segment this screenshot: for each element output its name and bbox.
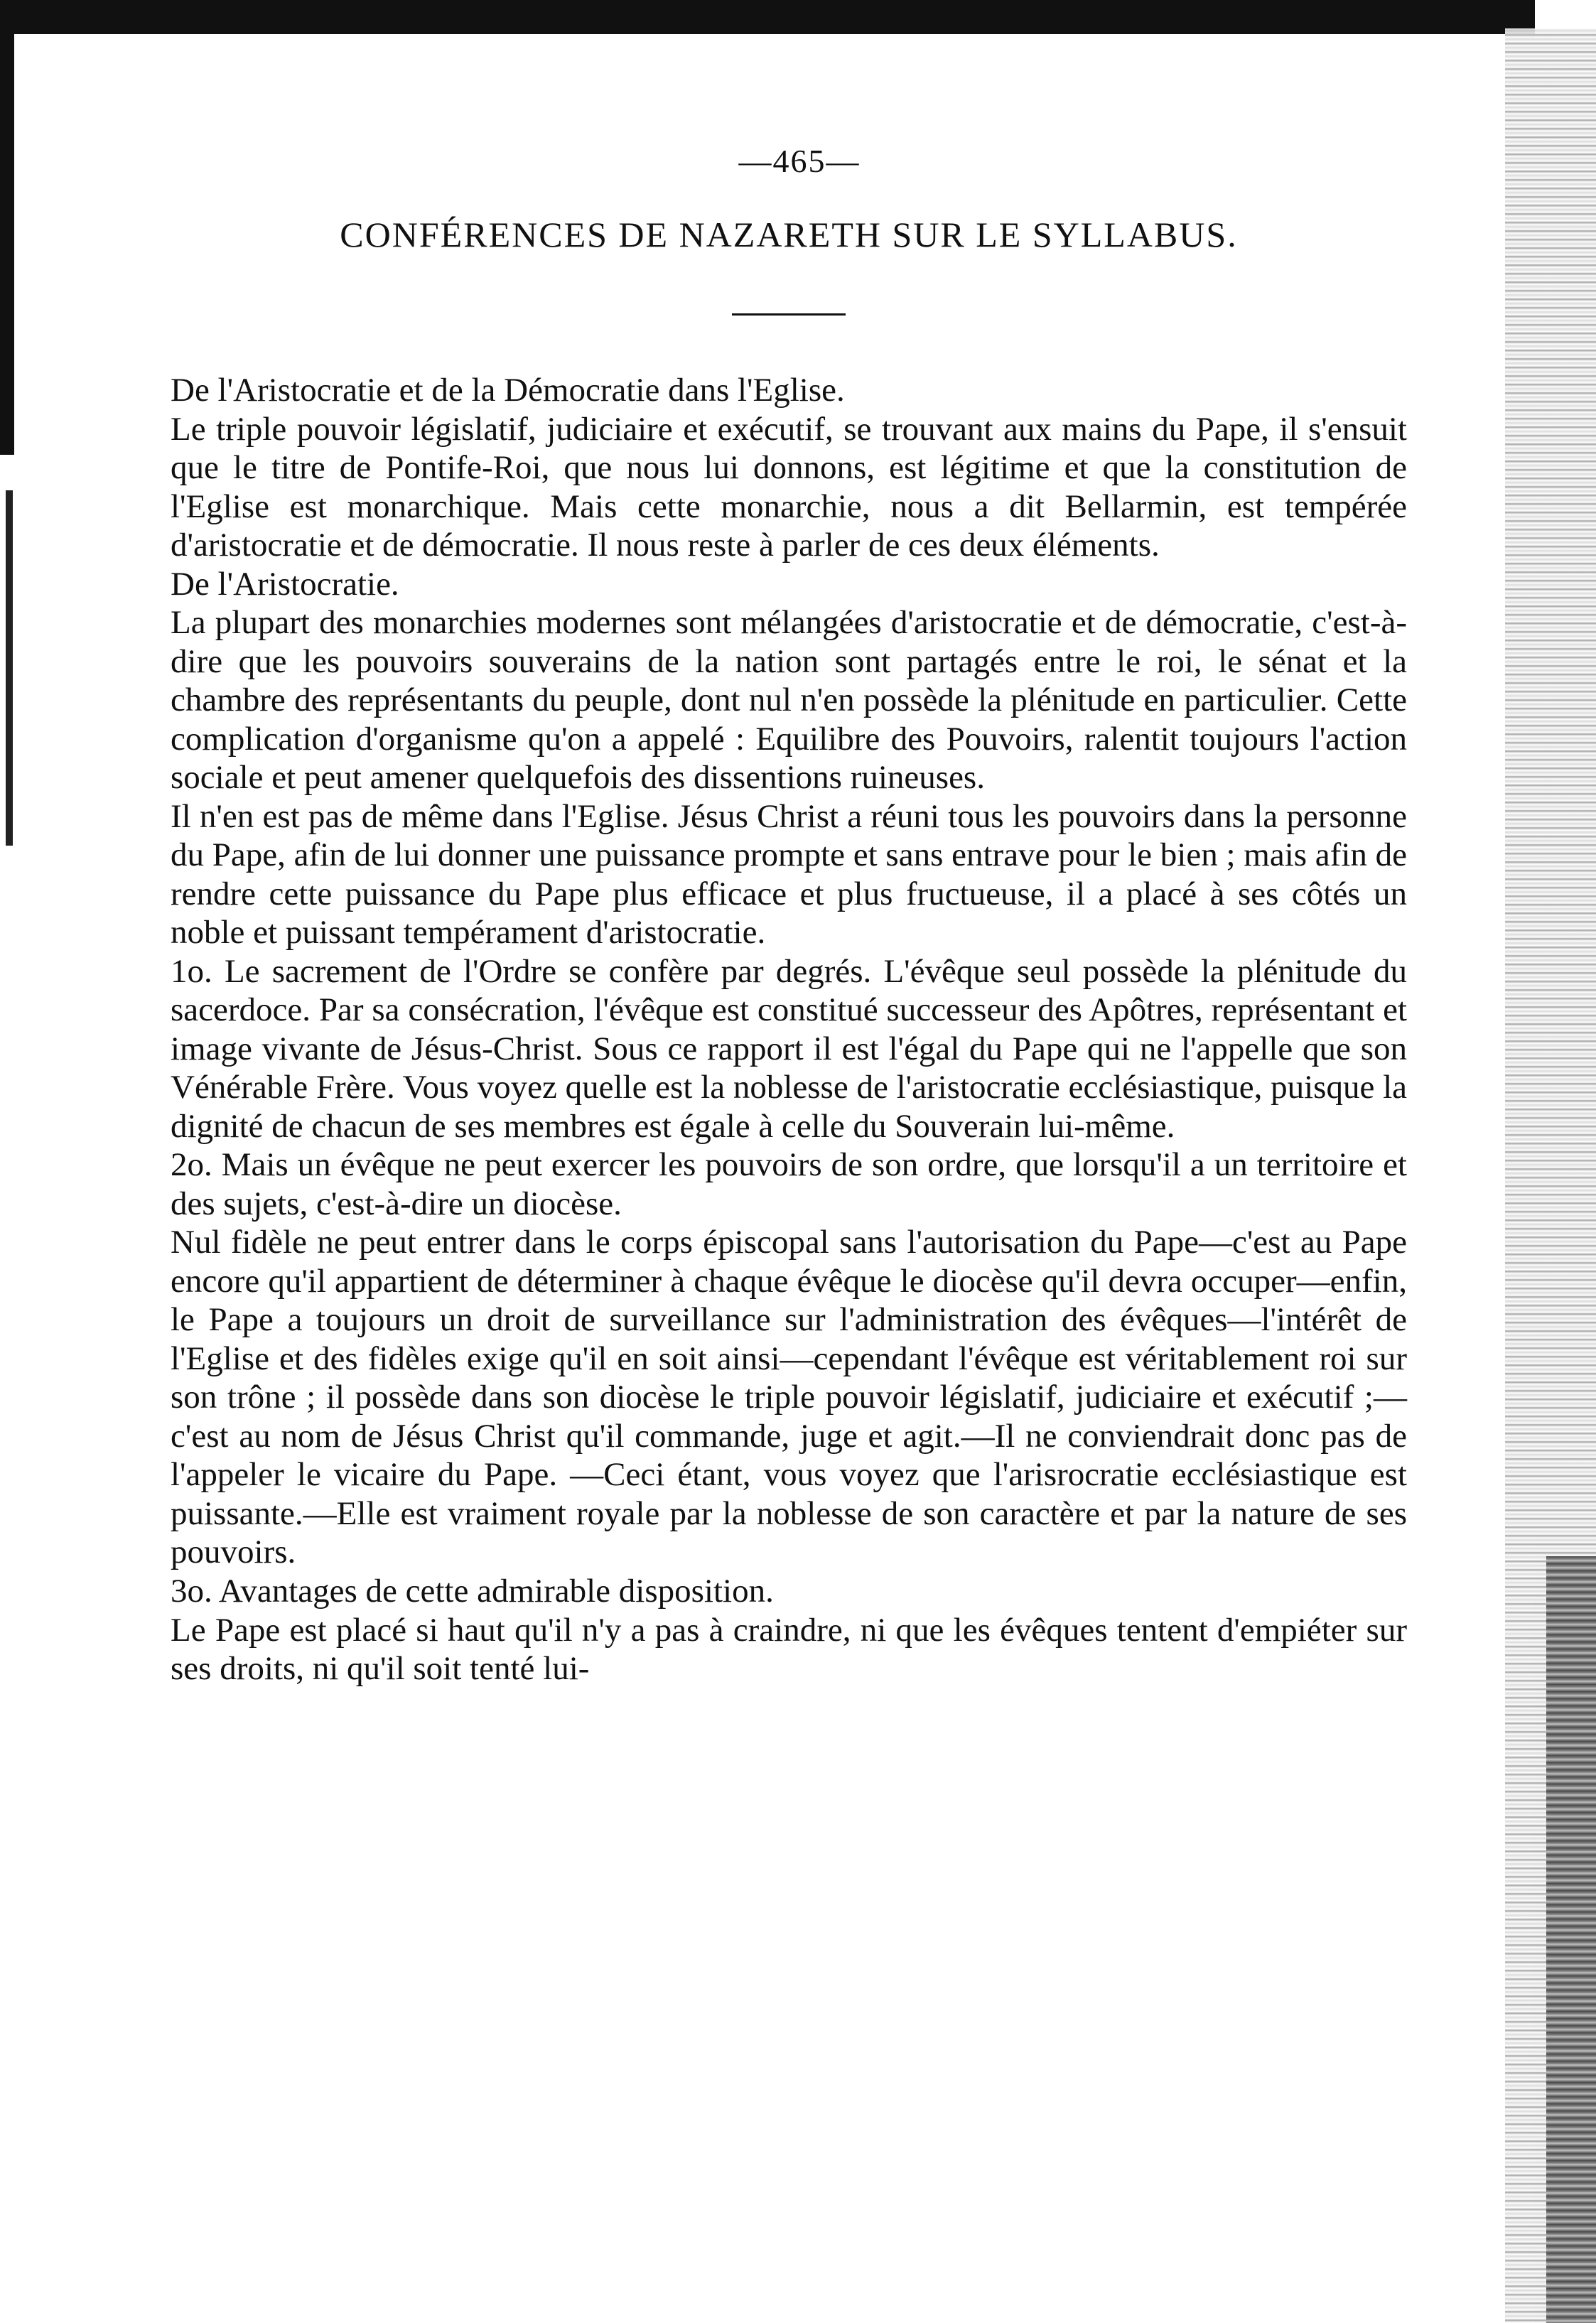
paragraph: 3o. Avantages de cette admirable disposition. — [171, 1572, 774, 1610]
paragraph: Nul fidèle ne peut entrer dans le corps épiscopal sans l'autorisation du Pape—c'est au Pape encore qu'il appartient de déterminer à chaque évêque le diocèse qu'il devra occuper—enfin, le Pape a toujours un droit de surveillance sur l'administration des évêques—l'intérêt de l'Eglise et des fidèles exige qu'il en soit ainsi—cependant l'évêque est véritablement roi sur son trône ; il possède dans son diocèse le triple pouvoir législatif, judiciaire et exécutif ;—c'est au nom de Jésus Christ qu'il commande, juge et agit.—Il ne conviendrait donc pas de l'appeler le vicaire du Pape. —Ceci étant, vous voyez que l'arisrocratie ecclésiastique est puissante.—Elle est vraiment royale par la noblesse de son caractère et par la nature de ses pouvoirs. — [171, 1224, 1407, 1571]
page-content — [171, 142, 1407, 1688]
page-title: CONFÉRENCES DE NAZARETH SUR LE SYLLABUS. — [340, 215, 1238, 254]
paragraph: 2o. Mais un évêque ne peut exercer les pouvoirs de son ordre, que lorsqu'il a un territoire et des sujets, c'est-à-dire un diocèse. — [171, 1146, 1407, 1222]
paragraph: De l'Aristocratie. — [171, 565, 399, 603]
paragraph: Le Pape est placé si haut qu'il n'y a pas à craindre, ni que les évêques tentent d'empiéter sur ses droits, ni qu'il soit tenté lui- — [171, 1611, 1407, 1688]
paragraph: De l'Aristocratie et de la Démocratie dans l'Eglise. — [171, 372, 845, 409]
scan-border-left-lower — [6, 490, 13, 846]
paragraph: 1o. Le sacrement de l'Ordre se confère par degrés. L'évêque seul possède la plénitude du sacerdoce. Par sa consécration, l'évêque est constitué successeur des Apôtres, représentant et image vivante de Jésus-Christ. Sous ce rapport il est l'égal du Pape qui ne l'appelle que son Vénérable Frère. Vous voyez quelle est la noblesse de l'aristocratie ecclésiastique, puisque la dignité de chacun de ses membres est égale à celle du Souverain lui-même. — [171, 952, 1407, 1145]
page-number: —465— — [738, 143, 861, 179]
paragraph: Le triple pouvoir législatif, judiciaire et exécutif, se trouvant aux mains du Pape, il s'ensuit que le titre de Pontife-Roi, que nous lui donnons, est légitime et que la constitution de l'Eglise est monarchique. Mais cette monarchie, nous a dit Bellarmin, est tempérée d'aristocratie et de démocratie. Il nous reste à parler de ces deux éléments. — [171, 410, 1407, 564]
paragraph: La plupart des monarchies modernes sont mélangées d'aristocratie et de démocratie, c'est-à-dire que les pouvoirs souverains de la nation sont partagés entre le roi, le sénat et la chambre des représentants du peuple, dont nul n'en possède la plénitude en particulier. Cette complication d'organisme qu'on a appelé : Equilibre des Pouvoirs, ralentit toujours l'action sociale et peut amener quelquefois des dissentions ruineuses. — [171, 604, 1407, 797]
scan-border-top — [0, 0, 1535, 34]
scan-border-left — [0, 0, 14, 455]
title-rule — [732, 313, 846, 316]
body-text — [171, 371, 1407, 1688]
paragraph: Il n'en est pas de même dans l'Eglise. Jésus Christ a réuni tous les pouvoirs dans la personne du Pape, afin de lui donner une puissance prompte et sans entrave pour le bien ; mais afin de rendre cette puissance du Pape plus efficace et plus fructueuse, il a placé à ses côtés un noble et puissant tempérament d'aristocratie. — [171, 797, 1407, 952]
scan-noise-right-edge — [1505, 28, 1596, 2323]
